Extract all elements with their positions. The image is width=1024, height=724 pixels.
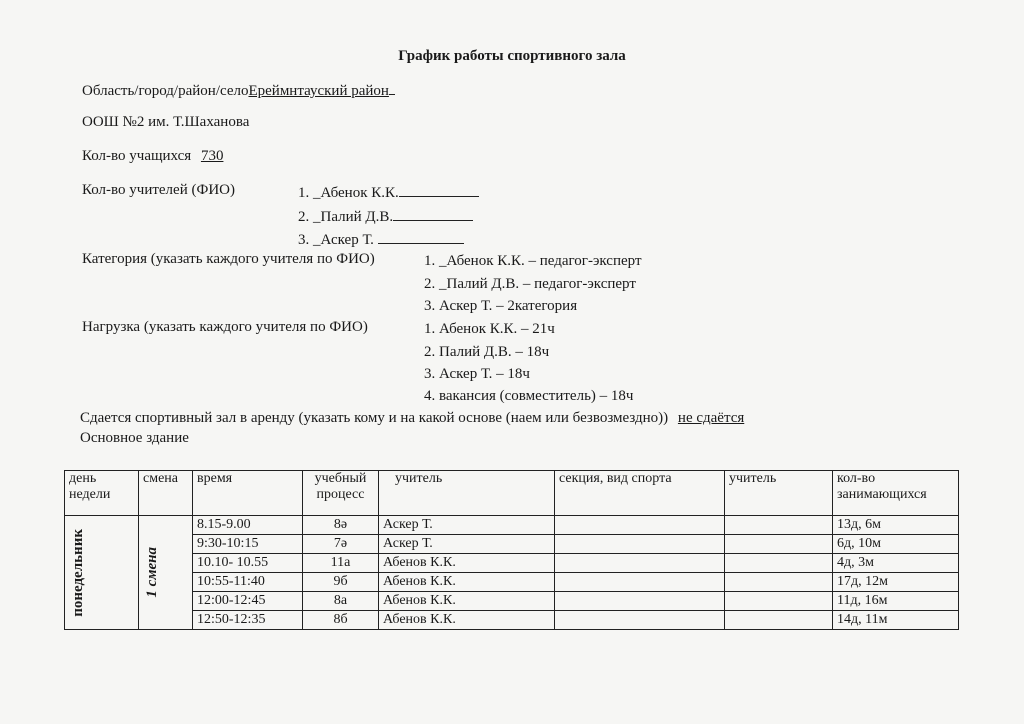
teacher2-cell: [725, 592, 833, 611]
section-cell: [555, 535, 725, 554]
class-cell: 7ә: [303, 535, 379, 554]
table-row: [65, 535, 959, 554]
teacher-cell: Абенов К.К.: [379, 592, 555, 611]
category-item: 2. _Палий Д.В. – педагог-эксперт: [424, 276, 636, 292]
table-row: [65, 592, 959, 611]
load-item: 3. Аскер Т. – 18ч: [424, 366, 530, 382]
class-cell: 9б: [303, 573, 379, 592]
class-cell: 8б: [303, 611, 379, 630]
schedule-table: [64, 470, 959, 630]
region-value: Ереймнтауский район: [248, 83, 389, 99]
time-cell: 10.10- 10.55: [193, 554, 303, 573]
teacher2-cell: [725, 535, 833, 554]
time-cell: 12:50-12:35: [193, 611, 303, 630]
section-cell: [555, 516, 725, 535]
load-label: Нагрузка (указать каждого учителя по ФИО): [82, 319, 368, 335]
class-cell: 8а: [303, 592, 379, 611]
teacher-cell: Аскер Т.: [379, 516, 555, 535]
section-cell: [555, 554, 725, 573]
count-cell: 4д, 3м: [833, 554, 959, 573]
teacher-item: 2. _Палий Д.В.: [298, 206, 473, 226]
teachers-label: Кол-во учителей (ФИО): [82, 182, 235, 198]
day-label: понедельник: [70, 528, 86, 617]
category-item: 1. _Абенок К.К. – педагог-эксперт: [424, 253, 642, 269]
teacher-cell: Абенов К.К.: [379, 611, 555, 630]
students-value: 730: [200, 148, 224, 164]
count-cell: 13д, 6м: [833, 516, 959, 535]
header-section: секция, вид спорта: [555, 471, 725, 516]
teacher-cell: Абенов К.К.: [379, 554, 555, 573]
teacher2-cell: [725, 611, 833, 630]
time-cell: 10:55-11:40: [193, 573, 303, 592]
teacher2-cell: [725, 516, 833, 535]
teacher-cell: Аскер Т.: [379, 535, 555, 554]
document-title: График работы спортивного зала: [398, 48, 626, 64]
count-cell: 17д, 12м: [833, 573, 959, 592]
teacher-item: 3. _Аскер Т.: [298, 229, 464, 249]
load-item: 2. Палий Д.В. – 18ч: [424, 344, 550, 360]
teacher2-cell: [725, 573, 833, 592]
table-header-row: [65, 471, 959, 516]
building-label: Основное здание: [80, 430, 189, 446]
shift-cell: [139, 516, 193, 630]
section-cell: [555, 592, 725, 611]
time-cell: 12:00-12:45: [193, 592, 303, 611]
teacher-item: 1. _Абенок К.К.: [298, 182, 479, 202]
teacher-cell: Абенов К.К.: [379, 573, 555, 592]
header-day: день недели: [65, 471, 139, 516]
header-teacher2: учитель: [725, 471, 833, 516]
school-name: ООШ №2 им. Т.Шаханова: [82, 114, 250, 130]
load-item: 1. Абенок К.К. – 21ч: [424, 321, 555, 337]
header-shift: смена: [139, 471, 193, 516]
rent-value: не сдаётся: [677, 410, 745, 426]
table-row: [65, 554, 959, 573]
teacher2-cell: [725, 554, 833, 573]
class-cell: 8ә: [303, 516, 379, 535]
header-time: время: [193, 471, 303, 516]
category-item: 3. Аскер Т. – 2категория: [424, 298, 578, 314]
shift-label: 1 смена: [144, 547, 160, 598]
header-teacher: учитель: [379, 471, 555, 516]
rent-line: [80, 410, 744, 427]
table-row: [65, 516, 959, 535]
category-label: Категория (указать каждого учителя по ФИО): [82, 251, 375, 267]
header-process: учебный процесс: [303, 471, 379, 516]
section-cell: [555, 611, 725, 630]
rent-label: Сдается спортивный зал в аренду (указать кому и на какой основе (наем или безвозмездно)): [80, 410, 669, 426]
time-cell: 9:30-10:15: [193, 535, 303, 554]
table-row: [65, 611, 959, 630]
count-cell: 6д, 10м: [833, 535, 959, 554]
load-item: 4. вакансия (совместитель) – 18ч: [424, 388, 634, 404]
region-label: Область/город/район/село: [82, 83, 249, 99]
class-cell: 11а: [303, 554, 379, 573]
count-cell: 11д, 16м: [833, 592, 959, 611]
header-count: кол-во занимающихся: [833, 471, 959, 516]
students-label: Кол-во учащихся: [82, 148, 192, 164]
region-line: [82, 80, 395, 100]
students-line: [82, 148, 229, 165]
day-cell: [65, 516, 139, 630]
time-cell: 8.15-9.00: [193, 516, 303, 535]
section-cell: [555, 573, 725, 592]
count-cell: 14д, 11м: [833, 611, 959, 630]
table-row: [65, 573, 959, 592]
